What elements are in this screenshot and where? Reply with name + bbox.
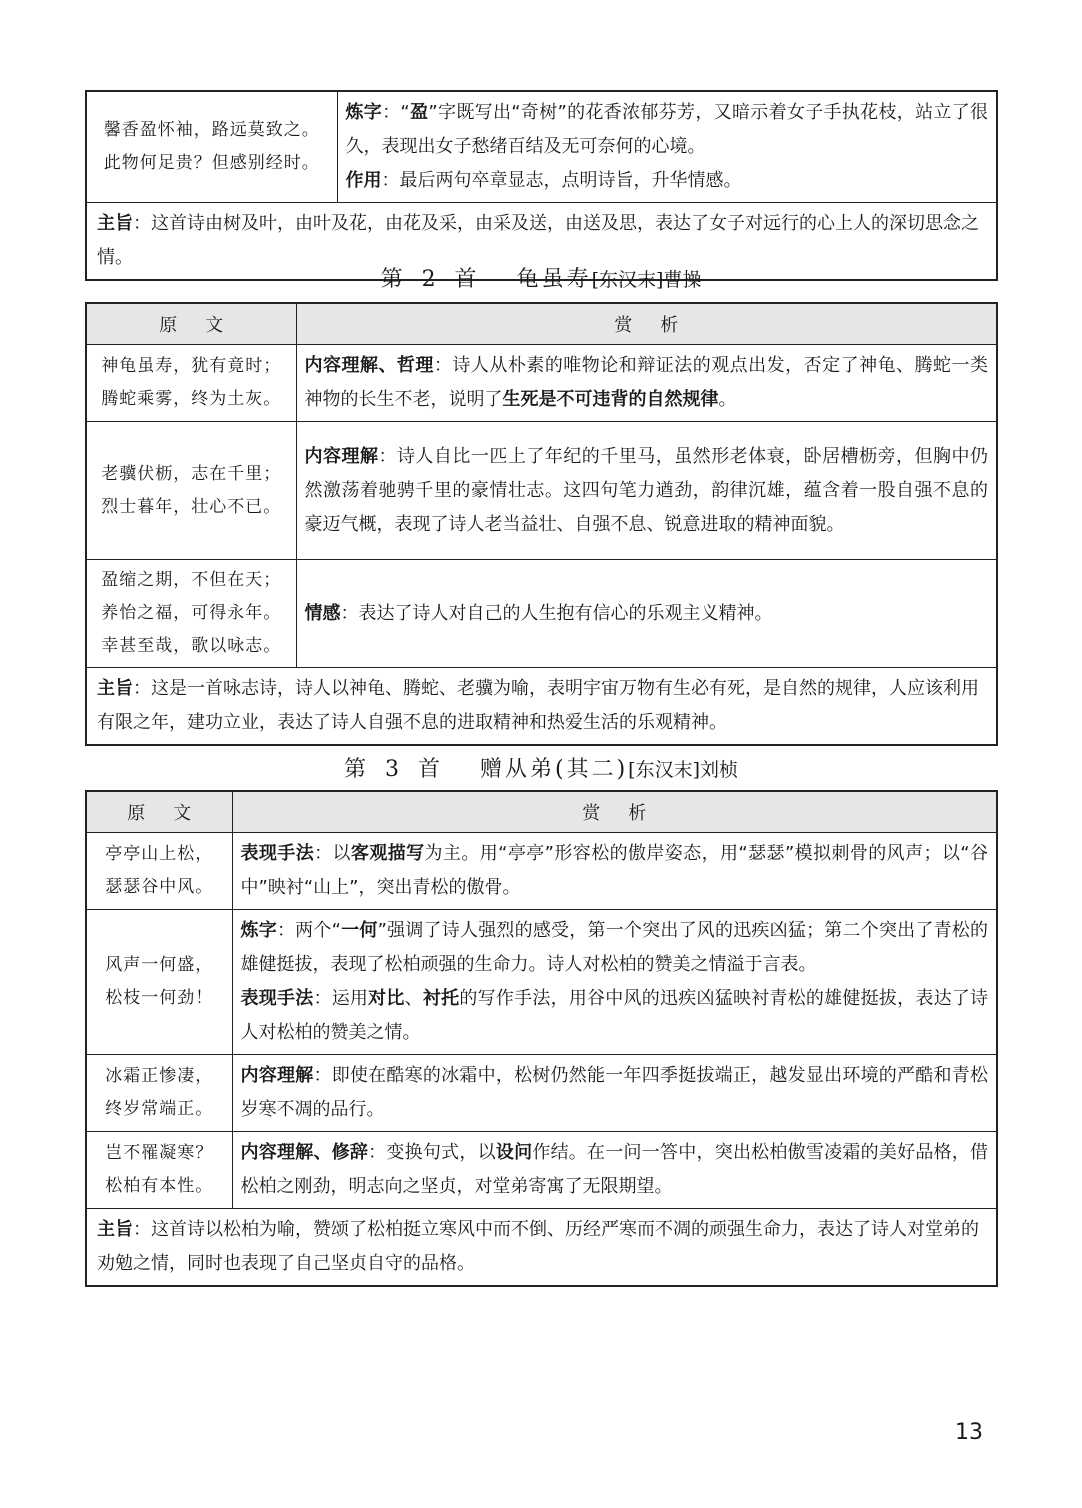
analysis-cell (232, 1132, 997, 1209)
poem-line: 岂不罹凝寒？ (105, 1143, 214, 1163)
original-text-cell (86, 422, 296, 560)
header-analysis: 赏析 (232, 791, 997, 833)
table-row (86, 560, 997, 668)
bold-term: 设问 (495, 1142, 533, 1163)
analysis-paragraph (346, 164, 989, 198)
bold-term: 客观描写 (350, 843, 425, 864)
analysis-cell (337, 91, 997, 203)
header-original: 原文 (86, 791, 232, 833)
bold-term: 内容理解、哲理 (304, 355, 434, 376)
text-run: 为主。用“亭亭”形容松的傲岸姿态，用“瑟瑟”模拟刺骨的风声；以“谷中”映衬“山上”，突出青松的傲骨。 (240, 843, 989, 898)
analysis-paragraph (305, 349, 989, 417)
text-run: 的写作手法，用谷中风的迅疾凶猛映衬青松的雄健挺拔，表达了诗人对松柏的赞美之情。 (240, 988, 989, 1043)
original-text-cell (86, 1055, 232, 1132)
poem-line: 老骥伏枥，志在千里； (101, 463, 282, 484)
analysis-cell (232, 1055, 997, 1132)
summary-cell (86, 668, 997, 746)
summary-cell (86, 1209, 997, 1287)
bold-term: 炼字 (345, 102, 383, 123)
original-text-cell (86, 833, 232, 910)
analysis-paragraph (346, 96, 989, 164)
text-run: ：变换句式，以 (368, 1142, 496, 1163)
poem-line: 终岁常端正。 (105, 1099, 214, 1119)
original-text-cell (86, 910, 232, 1055)
text-run: ：这是一首咏志诗，诗人以神龟、腾蛇、老骥为喻，表明宇宙万物有生必有死，是自然的规律，人应该利用有限之年，建功立业，表达了诗人自强不息的进取精神和热爱生活的乐观精神。 (97, 678, 979, 733)
text-run: ：即使在酷寒的冰霜中，松树仍然能一年四季挺拔端正，越发显出环境的严酷和青松岁寒不凋的品行。 (240, 1065, 988, 1120)
analysis-cell (232, 910, 997, 1055)
header-original: 原文 (86, 303, 296, 345)
bold-term: 表现手法 (240, 988, 314, 1009)
poem2-title (0, 262, 1082, 293)
analysis-cell (296, 422, 997, 560)
bold-term: 作用 (345, 170, 382, 191)
text-run: ：运用 (313, 988, 369, 1009)
analysis-paragraph (305, 597, 989, 631)
bold-term: 衬托 (422, 988, 460, 1009)
analysis-paragraph (305, 440, 989, 542)
poem-line: 松柏有本性。 (105, 1176, 214, 1196)
table-row (86, 422, 997, 560)
poem-line: 烈士暮年，壮心不已。 (101, 496, 282, 517)
poem-line: 亭亭山上松， (105, 844, 214, 864)
table-row (86, 91, 997, 203)
poem3-title (0, 752, 1082, 783)
analysis-paragraph (241, 1059, 989, 1127)
analysis-paragraph (241, 837, 989, 905)
bold-term: 内容理解 (240, 1065, 314, 1086)
text-run: ：最后两句卒章显志，点明诗旨，升华情感。 (381, 170, 742, 191)
poem2-name: 龟虽寿 (516, 267, 592, 292)
poem2-number: 第 2 首 (380, 267, 483, 292)
text-run: ：两个“ (276, 920, 341, 941)
poem-line: 盈缩之期，不但在天； (101, 570, 282, 590)
analysis-cell (232, 833, 997, 910)
analysis-cell (296, 345, 997, 422)
table-row (86, 910, 997, 1055)
bold-term: 对比 (368, 988, 405, 1009)
bold-term: 表现手法 (240, 843, 315, 864)
poem1-table (85, 90, 998, 281)
text-run: ：以 (314, 843, 351, 864)
table-row (86, 1132, 997, 1209)
bold-term: 主旨 (97, 1219, 133, 1240)
bold-term: 主旨 (97, 678, 133, 699)
summary-row (86, 1209, 997, 1287)
original-text-cell (86, 91, 337, 203)
table-row (86, 833, 997, 910)
text-run: ：诗人从朴素的唯物论和辩证法的观点出发，否定了神龟、腾蛇一类神物的长生不老，说明了 (304, 355, 989, 410)
poem-line: 此物何足贵？但感别经时。 (103, 153, 320, 173)
original-text-cell (86, 345, 296, 422)
bold-term: 内容理解、修辞 (240, 1142, 369, 1163)
poem-line: 神龟虽寿，犹有竟时； (101, 356, 282, 376)
poem-line: 冰霜正惨凄， (105, 1066, 214, 1086)
bold-term: 情感 (304, 602, 341, 624)
original-text-cell (86, 560, 296, 668)
text-run: ”强调了诗人强烈的感受，第一个突出了风的迅疾凶猛；第二个突出了青松的雄健挺拔，表现了松柏顽强的生命力。诗人对松柏的赞美之情溢于言表。 (240, 920, 989, 975)
table-row (86, 1055, 997, 1132)
original-text-cell (86, 1132, 232, 1209)
poem-line: 幸甚至哉，歌以咏志。 (101, 636, 282, 656)
text-run: ：表达了诗人对自己的人生抱有信心的乐观主义精神。 (340, 602, 773, 624)
poem2-rows (86, 345, 997, 746)
poem3-number: 第 3 首 (344, 757, 446, 782)
text-run: ：诗人自比一匹上了年纪的千里马，虽然形老体衰，卧居槽枥旁，但胸中仍然激荡着驰骋千里的豪情壮志。这四句笔力遒劲，韵律沉雄，蕴含着一股自强不息的豪迈气概，表现了诗人老当益壮、自强不息、锐意进取的精神面貌。 (304, 445, 989, 535)
poem-line: 馨香盈怀袖，路远莫致之。 (103, 120, 320, 140)
poem-line: 松枝一何劲！ (105, 988, 214, 1008)
poem3-name: 赠从弟(其二) (479, 757, 629, 782)
text-run: ”字既写出“奇树”的花香浓郁芬芳，又暗示着女子手执花枝，站立了很久，表现出女子愁绪百结及无可奈何的心境。 (345, 102, 988, 157)
text-run: ：这首诗以松柏为喻，赞颂了松柏挺立寒风中而不倒、历经严寒而不凋的顽强生命力，表达了诗人对堂弟的劝勉之情，同时也表现了自己坚贞自守的品格。 (97, 1219, 979, 1274)
analysis-paragraph (241, 1136, 989, 1204)
poem2-table (85, 302, 998, 746)
analysis-paragraph (241, 914, 989, 982)
analysis-cell (296, 560, 997, 668)
poem3-table (85, 790, 998, 1287)
poem1-rows (86, 91, 997, 280)
poem-line: 养怡之福，可得永年。 (101, 603, 282, 623)
bold-term: 盈 (409, 102, 429, 123)
bold-term: 生死是不可违背的自然规律 (502, 389, 719, 410)
poem-line: 风声一何盛， (105, 955, 214, 975)
poem-line: 瑟瑟谷中风。 (105, 877, 214, 897)
page-number: 13 (955, 1420, 983, 1445)
text-run: ：“ (382, 102, 410, 123)
table-row (86, 345, 997, 422)
poem2-author: [东汉末]曹操 (591, 269, 702, 291)
text-run: ：这首诗由树及叶，由叶及花，由花及采，由采及送，由送及思，表达了女子对远行的心上人的深切思念之情。 (97, 213, 979, 268)
bold-term: 炼字 (240, 920, 277, 941)
bold-term: 一何 (340, 920, 378, 941)
poem-line: 腾蛇乘雾，终为土灰。 (101, 389, 282, 409)
poem3-rows (86, 833, 997, 1287)
poem3-author: [东汉末]刘桢 (628, 759, 738, 781)
bold-term: 主旨 (97, 213, 133, 234)
bold-term: 内容理解 (304, 445, 379, 467)
text-run: 。 (718, 389, 737, 410)
header-analysis: 赏析 (296, 303, 997, 345)
analysis-paragraph (241, 982, 989, 1050)
text-run: 作结。在一问一答中，突出松柏傲雪凌霜的美好品格，借松柏之刚劲，明志向之坚贞，对堂弟寄寓了无限期望。 (240, 1142, 989, 1197)
text-run: 、 (404, 988, 423, 1009)
summary-row (86, 668, 997, 746)
